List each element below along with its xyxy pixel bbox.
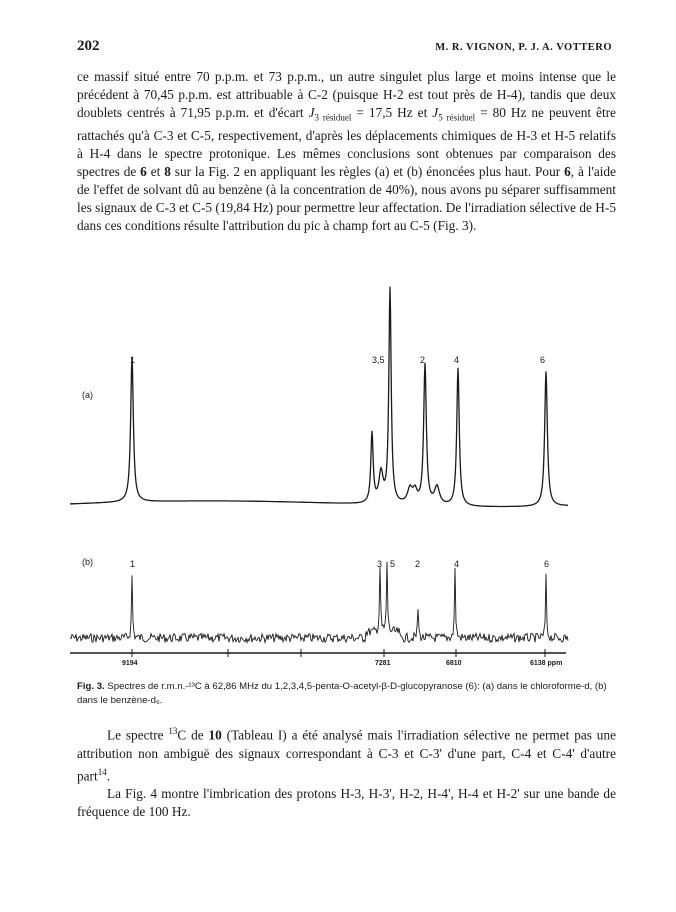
body-paragraph: [77, 722, 616, 821]
coupling-symbol: J: [432, 105, 439, 121]
peak-label: 1: [130, 355, 136, 365]
figure-caption: [77, 680, 617, 708]
compound-ref: 6: [564, 164, 571, 180]
text-run: , à l'aide de l'effet de solvant dû au benzène (à la concentration de 40%), nous avons pu séparer suffisamment les signaux de C-3 et C-5 (19,84 Hz) pour permettre leur affectation. De l'irradiation sélective de H-5 dans ces conditions résulte l'attribution du pic à champ fort au C-5 (Fig. 3).: [77, 164, 616, 234]
figure-caption-label: Fig. 3.: [77, 681, 105, 692]
panel-a-label: (a): [82, 390, 93, 400]
body-paragraph: [77, 68, 616, 236]
reference-superscript: 14: [97, 766, 107, 777]
coupling-subscript: 5 résiduel: [438, 112, 476, 123]
peak-label: 1: [130, 559, 136, 569]
axis-tick-label: 6138 ppm: [530, 660, 563, 667]
text-run: C de: [177, 727, 209, 743]
panel-b-label: (b): [82, 557, 93, 567]
text-run: ce massif situé entre 70 p.p.m. et 73 p.p.m., un autre singulet plus large et moins intense que le précédent à 70,45 p.p.m. est attribuable à C-2 (puisque H-2 est tout près de H-4), tandis que deux doublets centrés à 71,95 p.p.m. et d'écart: [77, 69, 616, 121]
peak-label: 6: [544, 559, 550, 569]
isotope-superscript: 13: [168, 726, 178, 736]
peak-label: 4: [454, 559, 460, 569]
coupling-subscript: 3 résiduel: [314, 112, 352, 123]
running-head: M. R. VIGNON, P. J. A. VOTTERO: [435, 42, 612, 53]
text-run: (Tableau I) a été analysé mais l'irradiation sélective ne permet pas une attribution non ambiguë des signaux correspondant à C-3 et C-3' d'une part, C-4 et C-4' d'autre part: [77, 727, 617, 784]
peak-label: 4: [454, 355, 460, 365]
text-run: et: [146, 164, 165, 180]
text-run: Le spectre: [107, 727, 169, 743]
nmr-spectrum-figure: [70, 280, 570, 678]
text-run: La Fig. 4 montre l'imbrication des protons H-3, H-3', H-2, H-4', H-4 et H-2' sur une bande de fréquence de 100 Hz.: [77, 786, 616, 820]
axis-tick-label: 6810: [446, 660, 462, 667]
compound-ref: 10: [208, 727, 222, 743]
text-run: sur la Fig. 2 en appliquant les règles (a) et (b) énoncées plus haut. Pour: [170, 164, 565, 180]
peak-label: 2: [420, 355, 426, 365]
page-number: 202: [77, 38, 100, 54]
peak-label: 3: [377, 559, 383, 569]
spectrum-panel-a: [70, 287, 568, 507]
spectrum-panel-b: [70, 557, 568, 667]
peak-label: 3,5: [372, 355, 385, 365]
compound-ref: 8: [164, 164, 171, 180]
compound-ref: 6: [140, 164, 147, 180]
coupling-symbol: J: [308, 105, 315, 121]
axis-tick-label: 9194: [122, 660, 138, 667]
figure-caption-text: Spectres de r.m.n.-¹³C à 62,86 MHz du 1,2,3,4,5-penta-O-acetyl-β-D-glucopyranose (6): (a) dans le chloroforme-d, (b) dans le benzène-d₆.: [77, 681, 607, 706]
spectrum-trace-b: [70, 562, 568, 643]
text-run: = 17,5 Hz et: [351, 105, 433, 121]
text-run: = 80 Hz ne peuvent être rattachés qu'à C-3 et C-5, respectivement, d'après les déplacements chimiques de H-3 et H-5 relatifs à H-4 dans le spectre protonique. Les mêmes conclusions sont obtenues par comparaison des spectres de: [77, 105, 616, 180]
text-run: .: [106, 768, 111, 784]
peak-label: 2: [415, 559, 421, 569]
peak-label: 5: [390, 559, 396, 569]
peak-label: 6: [540, 355, 546, 365]
axis-tick-label: 7281: [375, 660, 391, 667]
spectrum-trace-a: [70, 287, 568, 507]
